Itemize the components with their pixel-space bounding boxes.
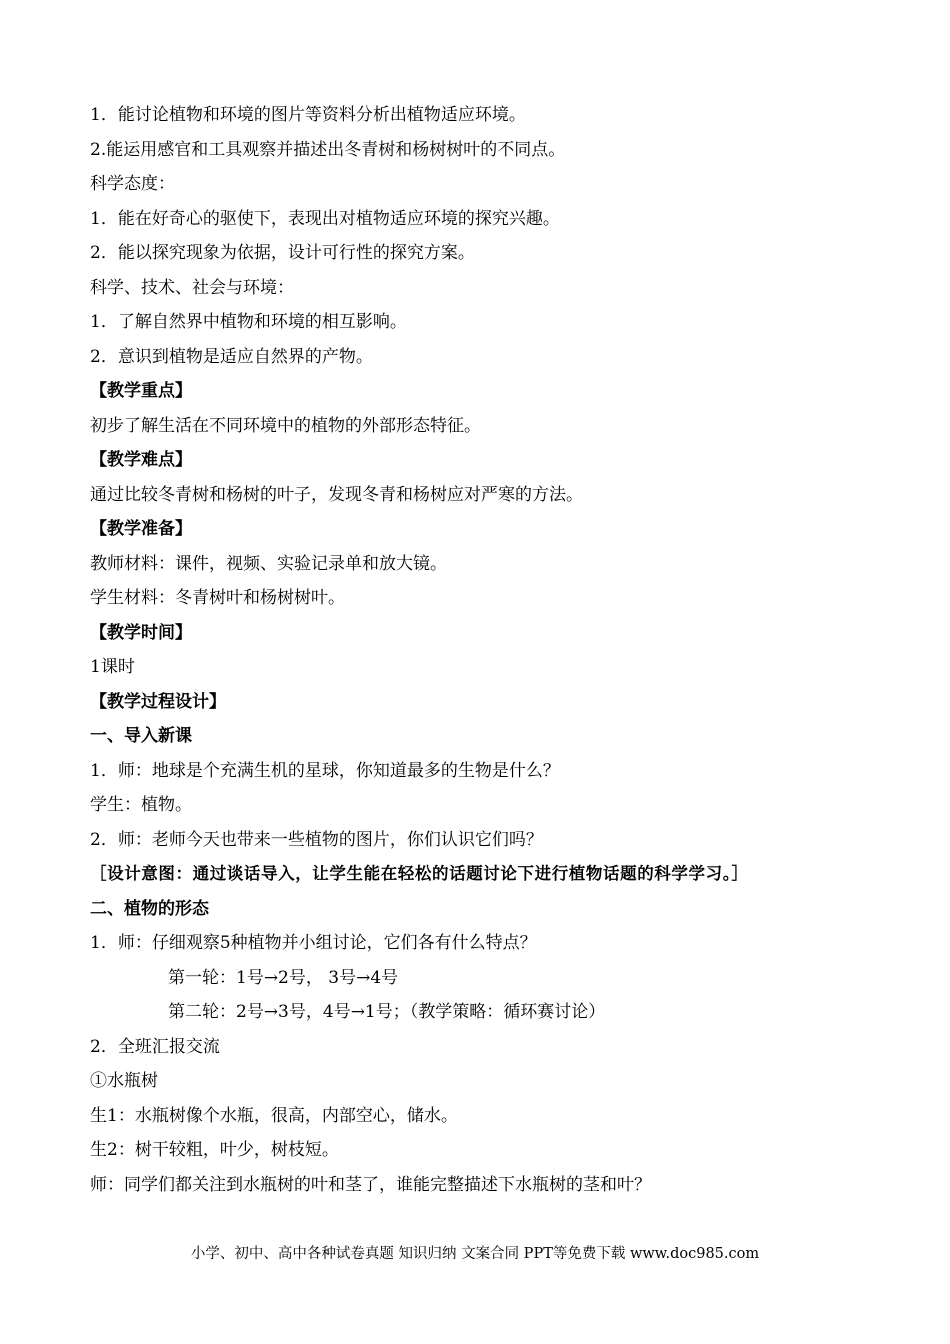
objective-line-1: 1．能讨论植物和环境的图片等资料分析出植物适应环境。 (90, 105, 526, 125)
difficulties-text: 通过比较冬青树和杨树的叶子，发现冬青和杨树应对严寒的方法。 (90, 484, 583, 505)
teacher-followup: 师：同学们都关注到水瓶树的叶和茎了，谁能完整描述下水瓶树的茎和叶？ (90, 1174, 651, 1195)
intro-question-1: 1．师：地球是个充满生机的星球，你知道最多的生物是什么？ (90, 760, 560, 781)
plant-form-task: 1．师：仔细观察5种植物并小组讨论，它们各有什么特点？ (90, 933, 537, 953)
objective-line-2: 2.能运用感官和工具观察并描述出冬青树和杨树树叶的不同点。 (90, 139, 566, 160)
bottle-tree-label: ①水瓶树 (90, 1071, 158, 1091)
heading-time: 【教学时间】 (90, 622, 192, 643)
intro-answer-1: 学生：植物。 (90, 795, 192, 815)
student-2-answer: 生2：树干较粗，叶少，树枝短。 (90, 1140, 339, 1160)
student-materials: 学生材料：冬青树叶和杨树树叶。 (90, 588, 345, 608)
intro-question-2: 2．师：老师今天也带来一些植物的图片，你们认识它们吗？ (90, 829, 543, 850)
teacher-materials: 教师材料：课件，视频、实验记录单和放大镜。 (90, 553, 447, 574)
document-body (90, 98, 870, 1202)
heading-introduction: 一、导入新课 (90, 726, 192, 746)
round-two: 第二轮：2号→3号，4号→1号；（教学策略：循环赛讨论） (168, 1002, 606, 1022)
time-text: 1课时 (90, 657, 135, 677)
student-1-answer: 生1：水瓶树像个水瓶，很高，内部空心，储水。 (90, 1105, 458, 1126)
heading-plant-form: 二、植物的形态 (90, 898, 209, 919)
design-intent: ［设计意图：通过谈话导入，让学生能在轻松的话题讨论下进行植物话题的科学学习。］ (90, 864, 749, 883)
attitude-line-2: 2．能以探究现象为依据，设计可行性的探究方案。 (90, 243, 475, 263)
heading-key-points: 【教学重点】 (90, 381, 192, 401)
section-label-stse: 科学、技术、社会与环境： (90, 277, 294, 298)
key-points-text: 初步了解生活在不同环境中的植物的外部形态特征。 (90, 415, 481, 436)
heading-process: 【教学过程设计】 (90, 691, 226, 712)
stse-line-1: 1．了解自然界中植物和环境的相互影响。 (90, 312, 407, 332)
page-footer: 小学、初中、高中各种试卷真题 知识归纳 文案合同 PPT等免费下载 www.doc985.com (190, 1246, 760, 1262)
stse-line-2: 2．意识到植物是适应自然界的产物。 (90, 346, 373, 367)
class-report: 2．全班汇报交流 (90, 1036, 220, 1057)
round-one: 第一轮：1号→2号， 3号→4号 (168, 967, 399, 988)
heading-difficulties: 【教学难点】 (90, 450, 192, 470)
attitude-line-1: 1．能在好奇心的驱使下，表现出对植物适应环境的探究兴趣。 (90, 208, 560, 229)
section-label-attitude: 科学态度： (90, 174, 175, 194)
heading-preparation: 【教学准备】 (90, 519, 192, 539)
